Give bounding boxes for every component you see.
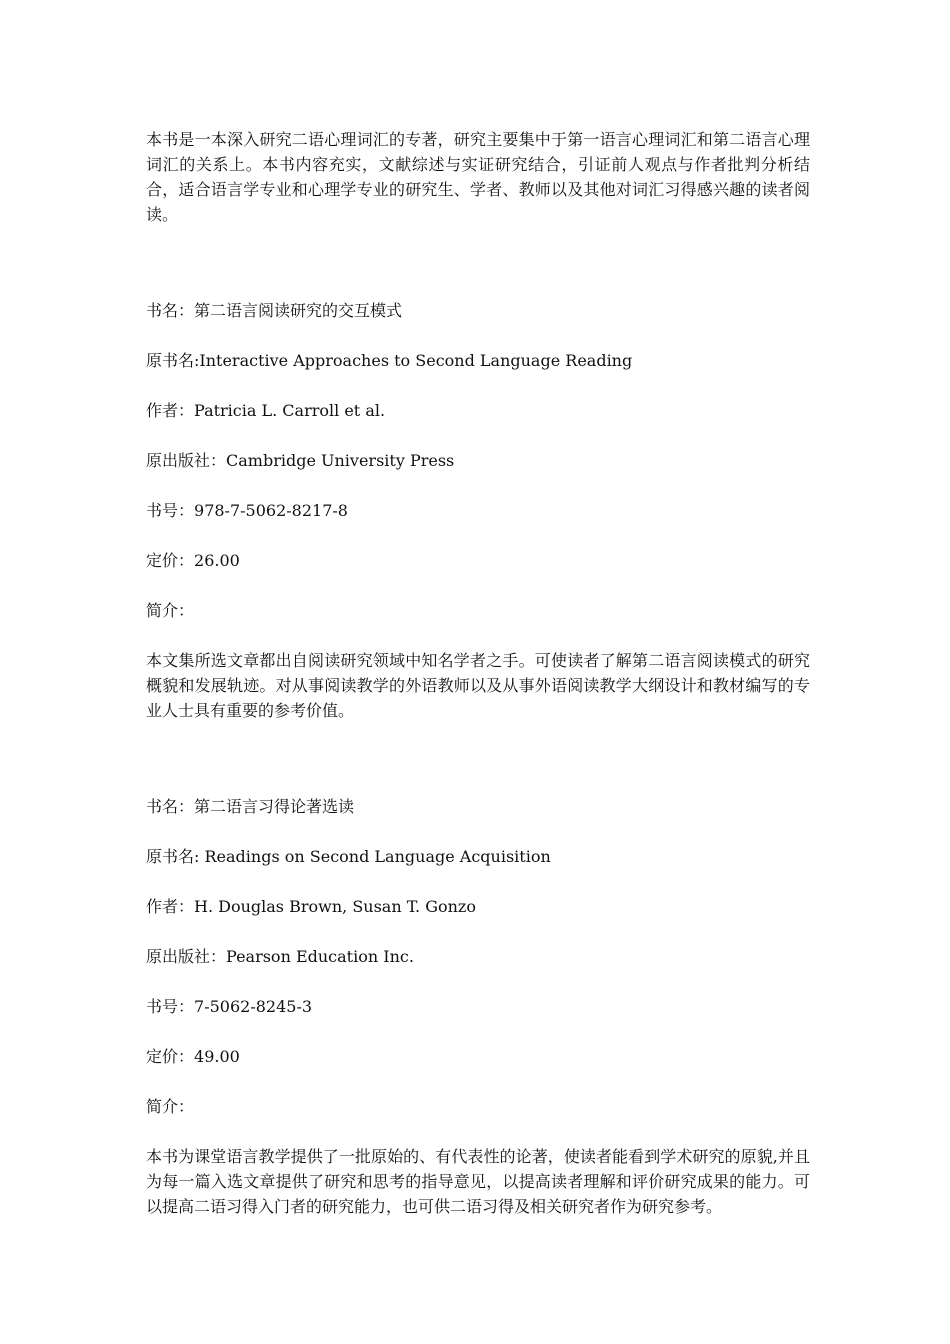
price-label: 定价： [146,1047,195,1066]
author-label: 作者： [146,897,195,916]
book-entry-1 [146,298,810,723]
price: 26.00 [194,551,240,570]
book-title: 第二语言习得论著选读 [194,797,355,816]
original-title-line [146,844,810,869]
book-title-label: 书名： [146,797,195,816]
original-title-line [146,348,810,373]
original-title: Interactive Approaches to Second Language Reading [199,351,633,370]
publisher: Pearson Education Inc. [226,947,414,966]
isbn-label: 书号： [146,501,195,520]
publisher-label: 原出版社： [146,451,227,470]
isbn: 7-5062-8245-3 [194,997,313,1016]
author-label: 作者： [146,401,195,420]
summary-paragraph: 本文集所选文章都出自阅读研究领域中知名学者之手。可使读者了解第二语言阅读模式的研究概貌和发展轨迹。对从事阅读教学的外语教师以及从事外语阅读教学大纲设计和教材编写的专业人士具有重要的参考价值。 [146,651,810,720]
author: H. Douglas Brown, Susan T. Gonzo [194,897,476,916]
summary-label: 简介： [146,601,195,620]
isbn-line [146,994,810,1019]
isbn-line [146,498,810,523]
original-title-label: 原书名: [146,847,205,866]
original-title: Readings on Second Language Acquisition [204,847,551,866]
summary-label: 简介： [146,1097,195,1116]
book-title-line [146,298,810,323]
summary-paragraph: 本书为课堂语言教学提供了一批原始的、有代表性的论著，使读者能看到学术研究的原貌,并且为每一篇入选文章提供了研究和思考的指导意见，以提高读者理解和评价研究成果的能力。可以提高二语习得入门者的研究能力，也可供二语习得及相关研究者作为研究参考。 [146,1147,810,1216]
isbn-label: 书号： [146,997,195,1016]
book-title-line [146,794,810,819]
document-page [146,127,810,1219]
original-title-label: 原书名: [146,351,200,370]
publisher: Cambridge University Press [226,451,455,470]
price-line [146,548,810,573]
publisher-line [146,448,810,473]
isbn: 978-7-5062-8217-8 [194,501,348,520]
book-title-label: 书名： [146,301,195,320]
publisher-line [146,944,810,969]
author: Patricia L. Carroll et al. [194,401,386,420]
author-line [146,398,810,423]
book-title: 第二语言阅读研究的交互模式 [194,301,403,320]
price-line [146,1044,810,1069]
author-line [146,894,810,919]
publisher-label: 原出版社： [146,947,227,966]
book-entry-2 [146,794,810,1219]
price: 49.00 [194,1047,240,1066]
price-label: 定价： [146,551,195,570]
intro-paragraph: 本书是一本深入研究二语心理词汇的专著，研究主要集中于第一语言心理词汇和第二语言心理词汇的关系上。本书内容充实，文献综述与实证研究结合，引证前人观点与作者批判分析结合，适合语言学专业和心理学专业的研究生、学者、教师以及其他对词汇习得感兴趣的读者阅读。 [146,130,810,224]
